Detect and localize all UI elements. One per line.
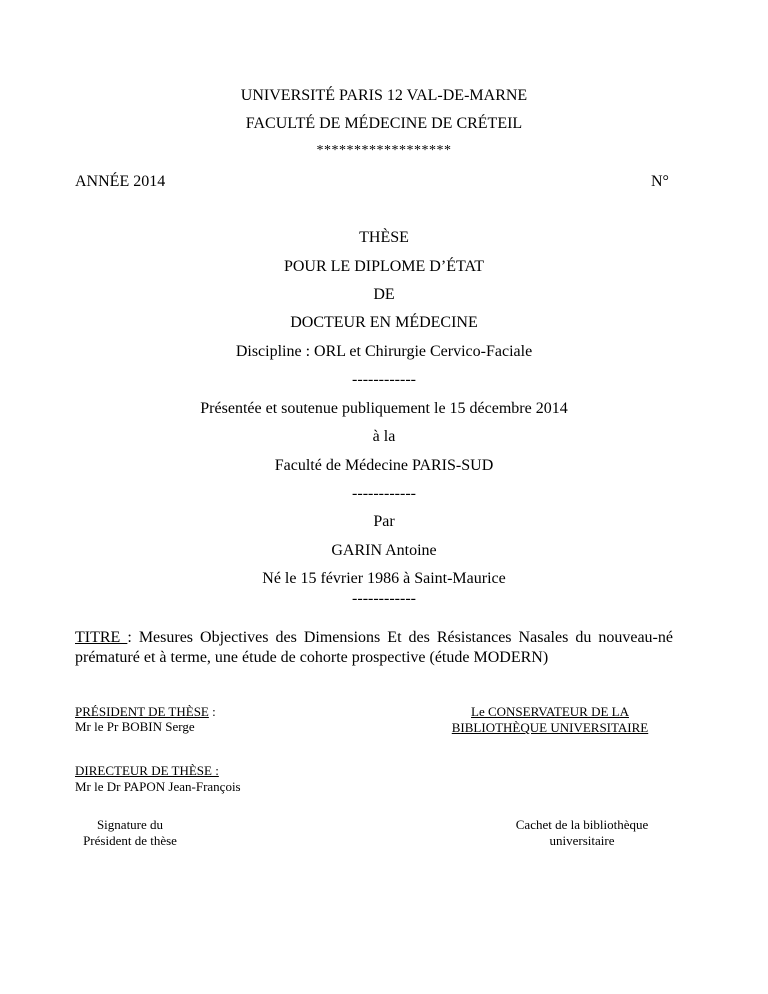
title-colon: : xyxy=(127,629,132,646)
faculty-name: FACULTÉ DE MÉDECINE DE CRÉTEIL xyxy=(245,115,523,132)
born-line: Né le 15 février 1986 à Saint-Maurice xyxy=(262,570,506,587)
diploma-line: POUR LE DIPLOME D’ÉTAT xyxy=(283,258,485,275)
curator-line-2: BIBLIOTHÈQUE UNIVERSITAIRE xyxy=(451,720,649,735)
signature-line-2: Président de thèse xyxy=(83,833,177,848)
curator-block xyxy=(424,704,676,736)
director-label: DIRECTEUR DE THÈSE : xyxy=(75,763,219,778)
signature-block xyxy=(60,817,200,849)
president-label: PRÉSIDENT DE THÈSE xyxy=(75,704,209,719)
curator-line-1: Le CONSERVATEUR DE LA xyxy=(471,704,629,719)
separator-1: ------------ xyxy=(352,371,416,388)
director-name: Mr le Dr PAPON Jean-François xyxy=(75,779,241,794)
de-line: DE xyxy=(373,286,395,303)
title-text: Mesures Objectives des Dimensions Et des Résistances Nasales du nouveau-né prématuré et à terme, une étude de cohorte prospective (étude MODERN) xyxy=(75,629,673,666)
president-colon: : xyxy=(208,704,216,719)
separator-2: ------------ xyxy=(352,485,416,502)
president-name: Mr le Pr BOBIN Serge xyxy=(75,719,195,734)
title-label: TITRE xyxy=(75,629,128,646)
header-stars: ****************** xyxy=(316,143,452,158)
president-label-line xyxy=(75,704,216,720)
library-stamp-block xyxy=(492,817,672,849)
university-name: UNIVERSITÉ PARIS 12 VAL-DE-MARNE xyxy=(240,87,528,104)
separator-3: ------------ xyxy=(352,590,416,607)
doctor-line: DOCTEUR EN MÉDECINE xyxy=(290,314,478,331)
number-label: N° xyxy=(651,173,669,190)
thesis-subject xyxy=(75,628,673,668)
author-name: GARIN Antoine xyxy=(331,542,437,559)
at-line: à la xyxy=(372,428,396,445)
discipline-line: Discipline : ORL et Chirurgie Cervico-Faciale xyxy=(235,343,533,360)
stamp-line-2: universitaire xyxy=(549,833,615,848)
faculty-place-line: Faculté de Médecine PARIS-SUD xyxy=(274,457,494,474)
year-label: ANNÉE 2014 xyxy=(75,173,166,190)
by-line: Par xyxy=(373,513,395,530)
signature-line-1: Signature du xyxy=(96,817,164,832)
stamp-line-1: Cachet de la bibliothèque xyxy=(515,817,649,832)
thesis-title: THÈSE xyxy=(359,229,409,246)
presented-line: Présentée et soutenue publiquement le 15 décembre 2014 xyxy=(200,400,568,417)
